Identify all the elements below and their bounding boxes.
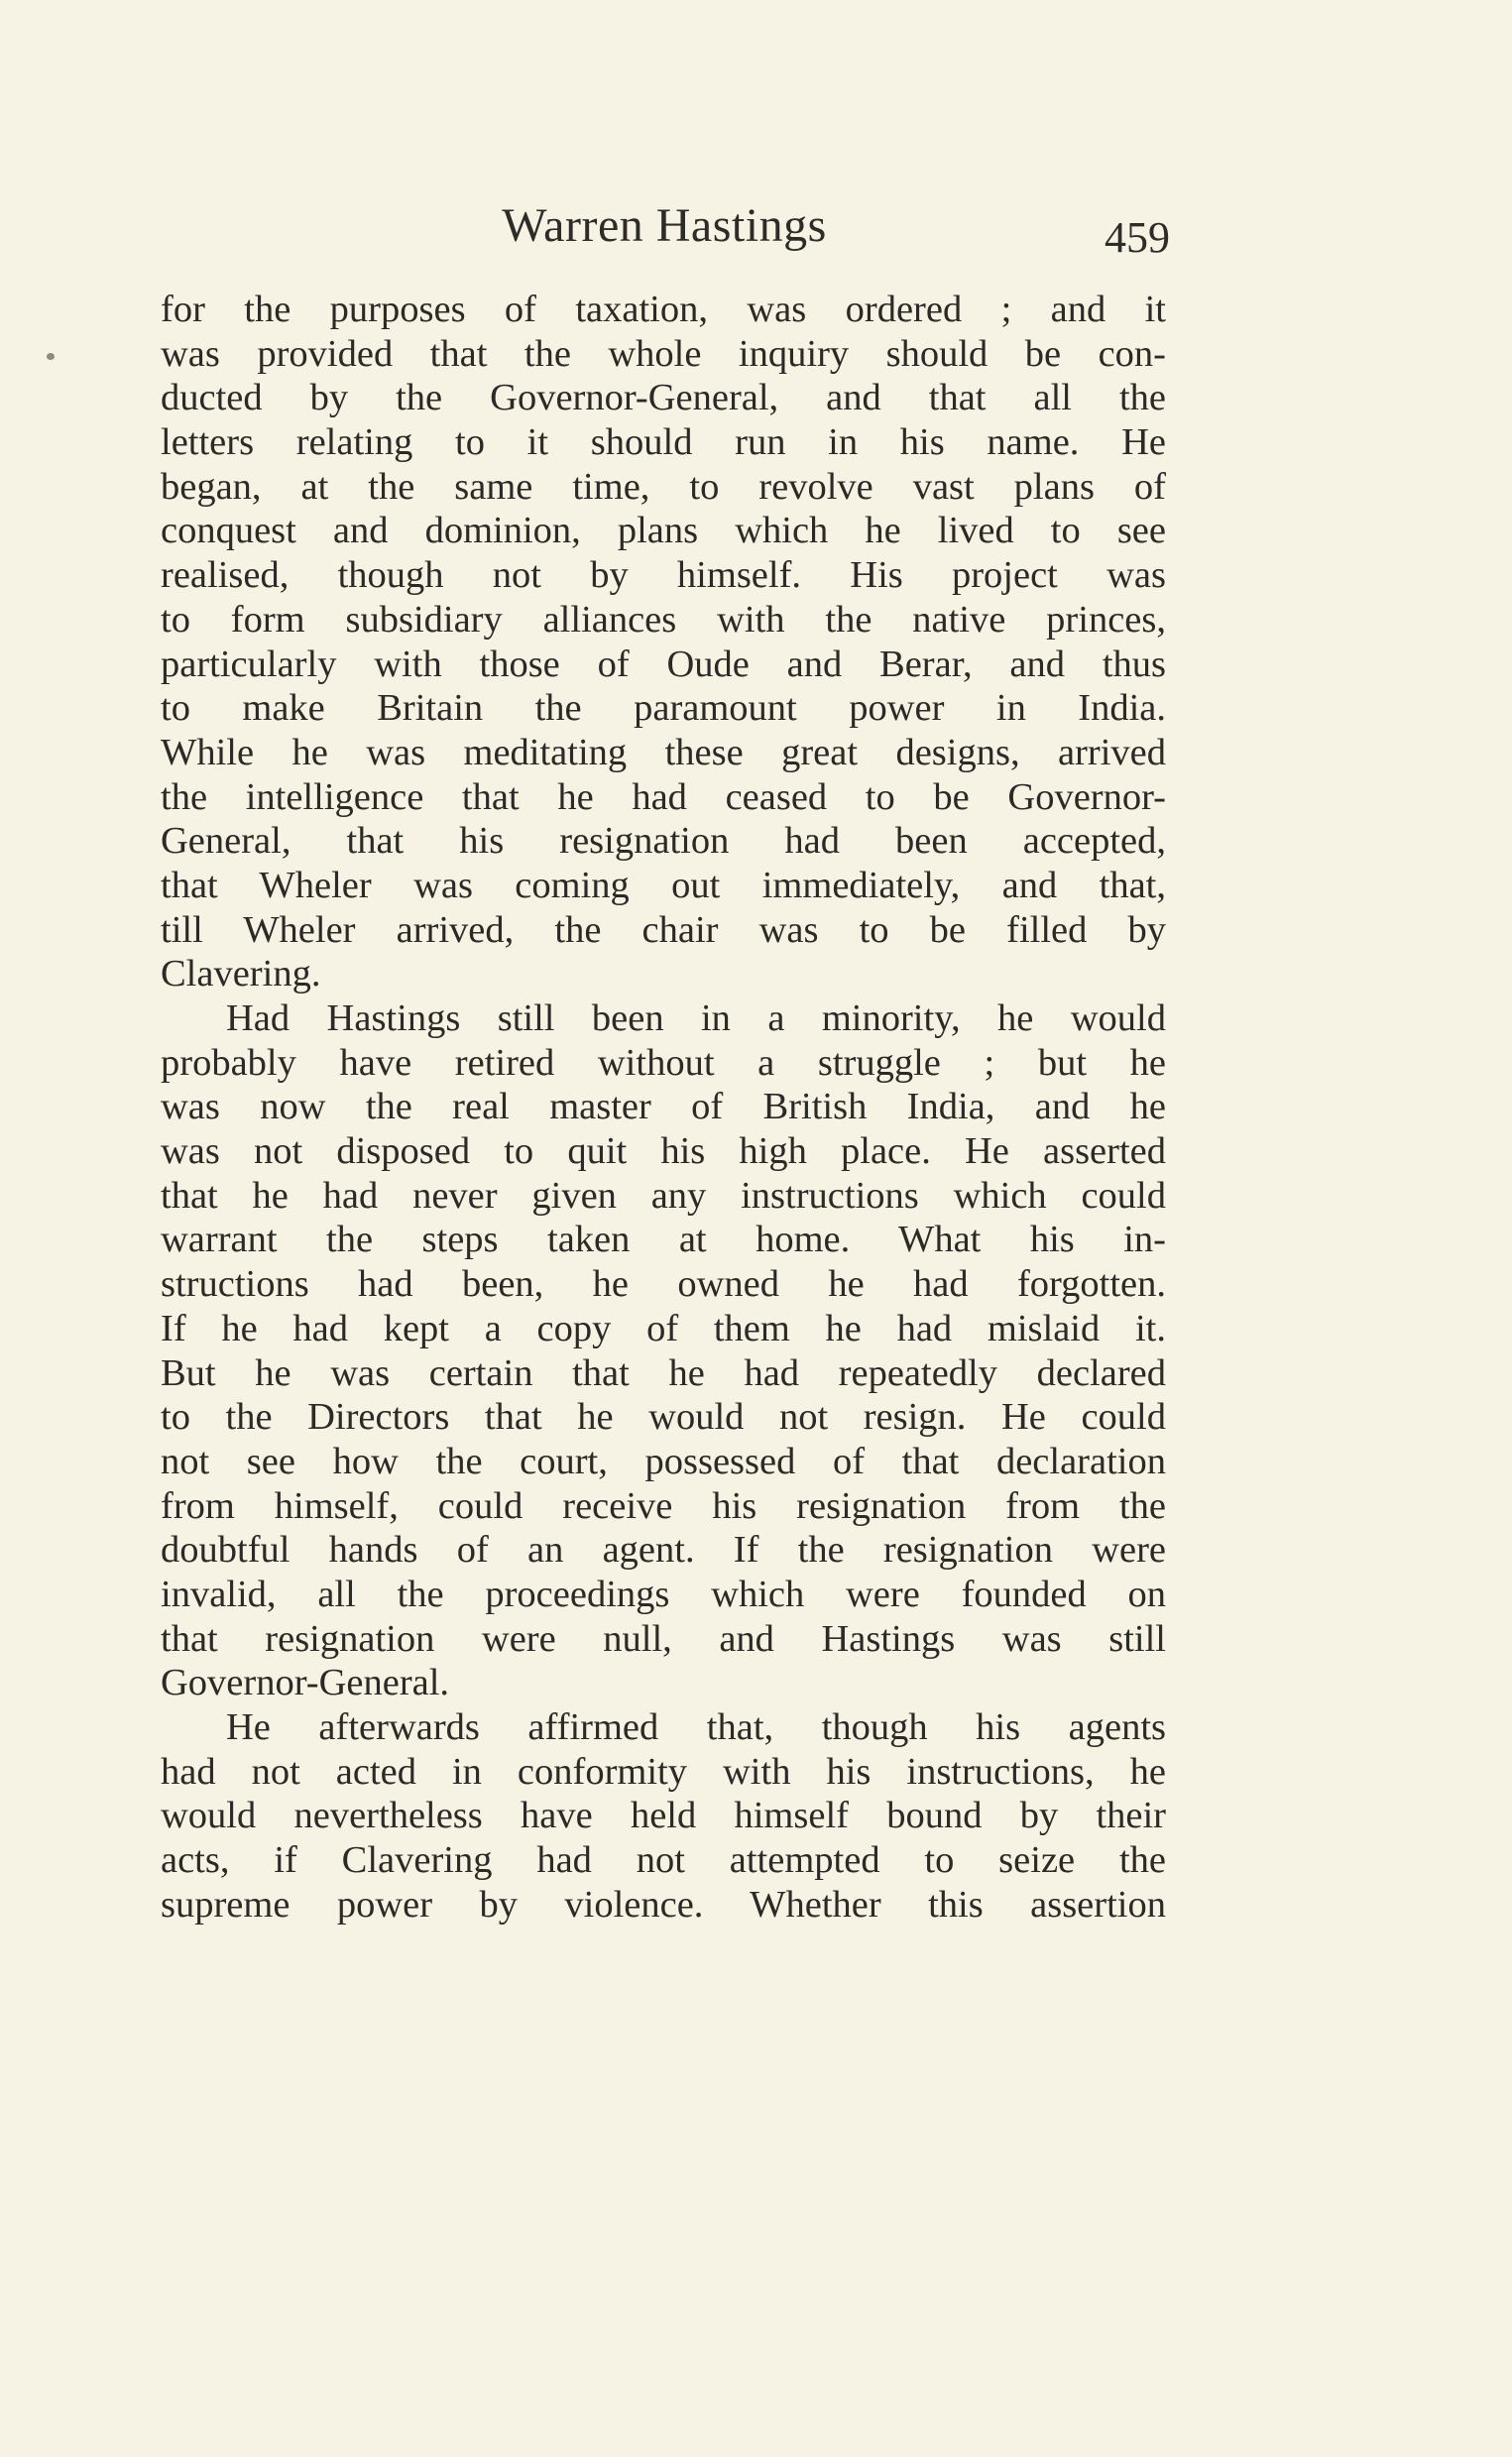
text-line: was now the real master of British India, and he [161,1086,1166,1128]
text-line: realised, though not by himself. His project was [161,554,1166,597]
text-line: doubtful hands of an agent. If the resignation were [161,1529,1166,1572]
text-line: not see how the court, possessed of that declaration [161,1440,1166,1482]
text-line: till Wheler arrived, the chair was to be filled by [161,908,1166,951]
body-text [161,288,1166,1927]
text-line: structions had been, he owned he had forgotten. [161,1263,1166,1306]
paper-speck [47,353,55,360]
text-line: was provided that the whole inquiry should be con- [161,332,1166,375]
text-line: acts, if Clavering had not attempted to seize the [161,1839,1166,1882]
text-line: the intelligence that he had ceased to be Governor- [161,775,1166,818]
running-head [159,198,1170,268]
text-line: began, at the same time, to revolve vast plans of [161,465,1166,508]
text-line: to form subsidiary alliances with the native princes, [161,598,1166,641]
text-line: letters relating to it should run in his name. He [161,421,1166,464]
text-line: Had Hastings still been in a minority, he would [226,997,1166,1039]
text-line: supreme power by violence. Whether this assertion [161,1883,1166,1926]
text-line: Governor-General. [161,1662,450,1704]
running-title: Warren Hastings [502,199,827,252]
text-line: particularly with those of Oude and Berar, and thus [161,643,1166,685]
paragraph-3 [161,1705,1166,1927]
text-line: If he had kept a copy of them he had mislaid it. [161,1307,1166,1349]
text-line: for the purposes of taxation, was ordered ; and it [161,289,1166,330]
text-line: was not disposed to quit his high place. He asserted [161,1130,1166,1173]
page-number: 459 [1105,213,1170,262]
text-line: that Wheler was coming out immediately, and that, [161,864,1166,906]
text-line: He afterwards affirmed that, though his agents [226,1706,1166,1748]
text-line: ducted by the Governor-General, and that all the [161,377,1166,419]
text-line: While he was meditating these great designs, arrived [161,731,1166,773]
text-line: probably have retired without a struggle ; but he [161,1041,1166,1084]
text-line: from himself, could receive his resignation from the [161,1484,1166,1527]
text-line: General, that his resignation had been accepted, [161,820,1166,863]
text-line: to make Britain the paramount power in India. [161,687,1166,730]
text-line: would nevertheless have held himself bound by their [161,1795,1166,1837]
text-line: to the Directors that he would not resign. He could [161,1396,1166,1439]
text-line: But he was certain that he had repeatedly declared [161,1351,1166,1394]
paragraph-2 [161,996,1166,1705]
text-line: conquest and dominion, plans which he lived to see [161,510,1166,552]
text-line: warrant the steps taken at home. What his in- [161,1219,1166,1261]
text-line: Clavering. [161,953,321,995]
text-line: had not acted in conformity with his instructions, he [161,1750,1166,1793]
text-line: that he had never given any instructions which could [161,1174,1166,1217]
text-line: that resignation were null, and Hastings was still [161,1617,1166,1660]
text-line: invalid, all the proceedings which were founded on [161,1573,1166,1615]
paragraph-1 [161,288,1166,996]
